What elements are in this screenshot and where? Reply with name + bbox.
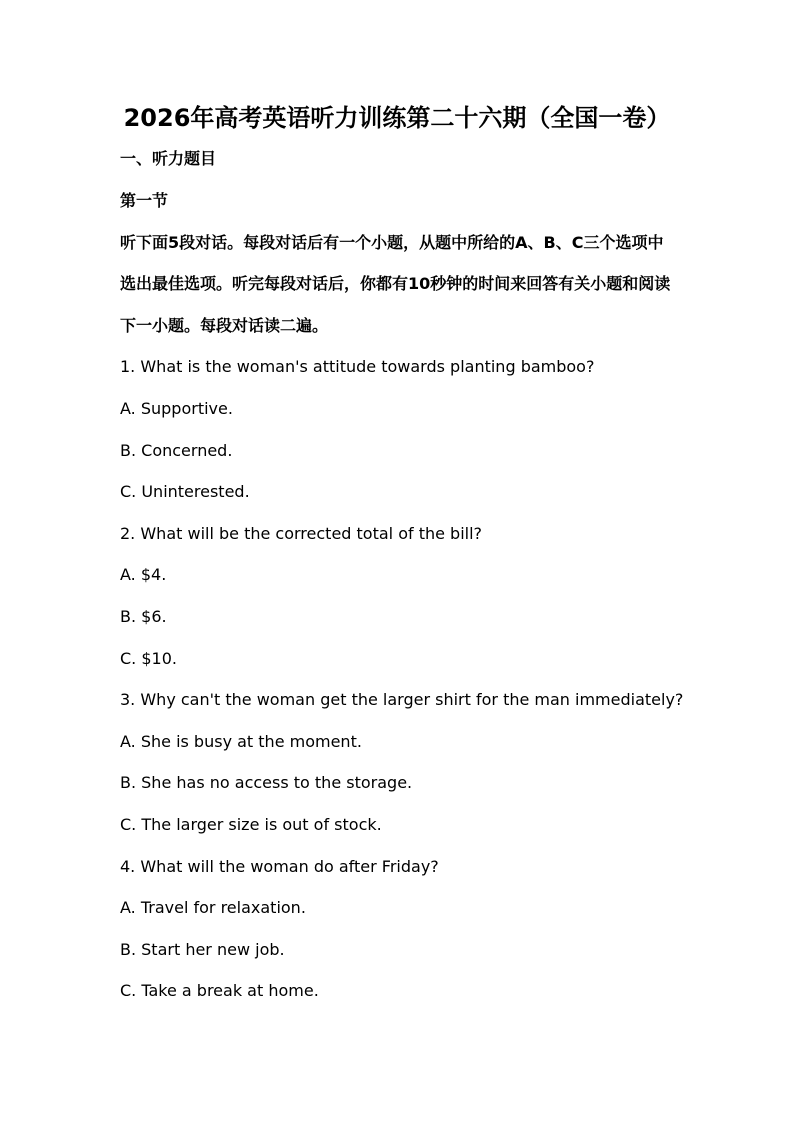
document-title: 2026年高考英语听力训练第二十六期（全国一卷） bbox=[123, 104, 671, 132]
instruction-line-2: 选出最佳选项。听完每段对话后，你都有10秒钟的时间来回答有关小题和阅读 bbox=[120, 274, 671, 293]
question-1-option-c: C. Uninterested. bbox=[120, 482, 250, 501]
part-heading: 第一节 bbox=[120, 191, 169, 210]
instruction-line-1: 听下面5段对话。每段对话后有一个小题，从题中所给的A、B、C三个选项中 bbox=[120, 233, 664, 252]
question-3-option-c: C. The larger size is out of stock. bbox=[120, 815, 382, 834]
instruction-line-3: 下一小题。每段对话读二遍。 bbox=[120, 316, 329, 335]
question-1-option-a: A. Supportive. bbox=[120, 399, 233, 418]
question-2-option-c: C. $10. bbox=[120, 649, 177, 668]
question-4-stem: 4. What will the woman do after Friday? bbox=[120, 857, 439, 876]
question-3-option-a: A. She is busy at the moment. bbox=[120, 732, 362, 751]
question-4-option-b: B. Start her new job. bbox=[120, 940, 285, 959]
question-3-stem: 3. Why can't the woman get the larger shirt for the man immediately? bbox=[120, 690, 684, 709]
section-heading: 一、听力题目 bbox=[120, 149, 217, 168]
question-2-option-b: B. $6. bbox=[120, 607, 167, 626]
question-1-option-b: B. Concerned. bbox=[120, 441, 233, 460]
question-4-option-c: C. Take a break at home. bbox=[120, 981, 319, 1000]
question-2-option-a: A. $4. bbox=[120, 565, 167, 584]
question-2-stem: 2. What will be the corrected total of the bill? bbox=[120, 524, 483, 543]
question-1-stem: 1. What is the woman's attitude towards planting bamboo? bbox=[120, 357, 595, 376]
question-4-option-a: A. Travel for relaxation. bbox=[120, 898, 306, 917]
question-3-option-b: B. She has no access to the storage. bbox=[120, 773, 413, 792]
